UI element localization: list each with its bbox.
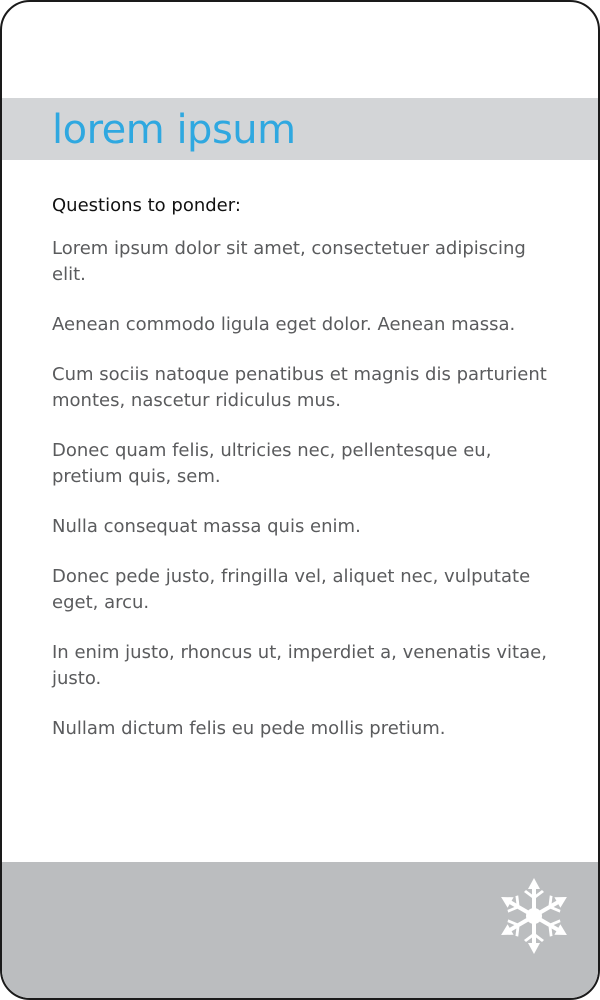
title-band (2, 98, 598, 160)
question-item: Nulla consequat massa quis enim. (52, 516, 361, 537)
question-item: Lorem ipsum dolor sit amet, consectetuer adipiscing elit. (52, 238, 526, 285)
questions-heading: Questions to ponder: (52, 195, 241, 216)
question-item: In enim justo, rhoncus ut, imperdiet a, venenatis vitae, justo. (52, 642, 547, 689)
card-content (52, 194, 552, 766)
footer-band (2, 862, 598, 998)
question-item: Donec quam felis, ultricies nec, pellentesque eu, pretium quis, sem. (52, 440, 492, 487)
snowflake-arrows-icon (494, 876, 574, 956)
question-item: Cum sociis natoque penatibus et magnis dis parturient montes, nascetur ridiculus mus. (52, 364, 547, 411)
card-title: lorem ipsum (52, 107, 296, 153)
question-item: Donec pede justo, fringilla vel, aliquet nec, vulputate eget, arcu. (52, 566, 531, 613)
question-item: Aenean commodo ligula eget dolor. Aenean massa. (52, 314, 516, 335)
question-item: Nullam dictum felis eu pede mollis pretium. (52, 718, 446, 739)
